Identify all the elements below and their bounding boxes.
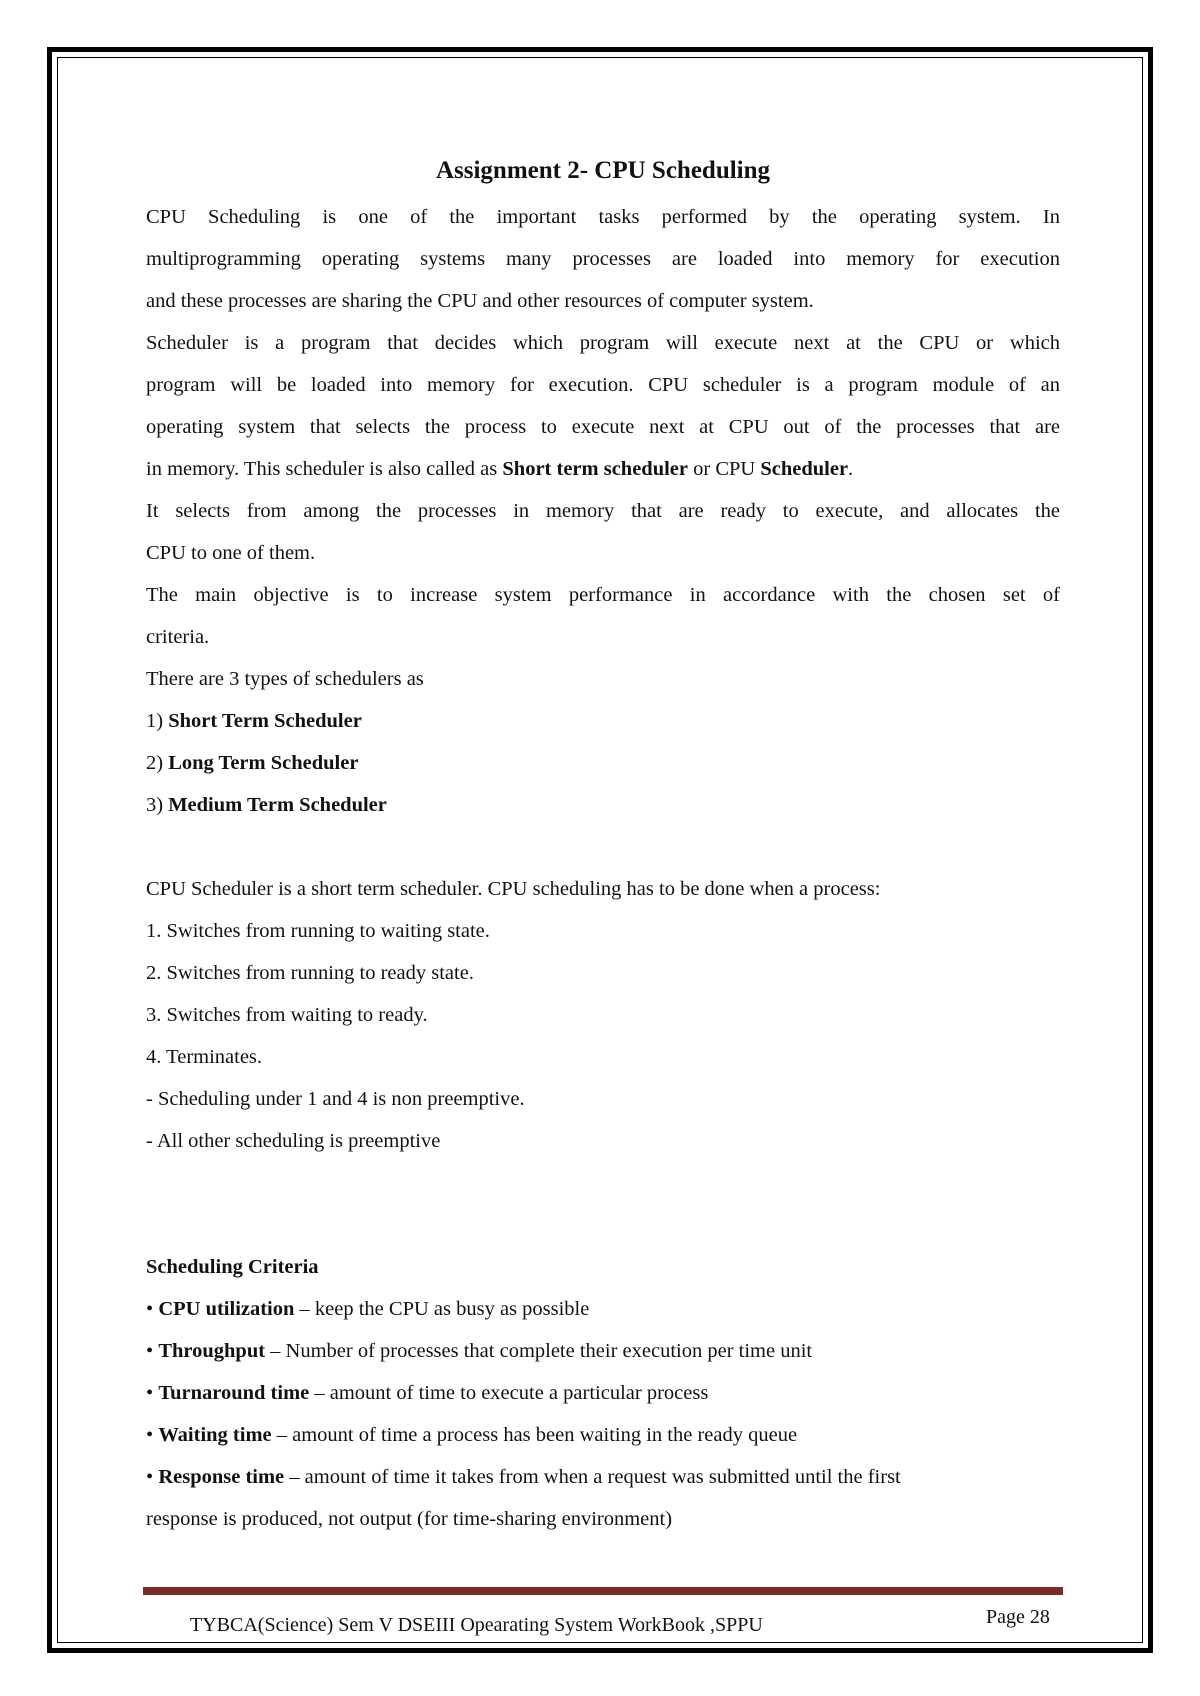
page-title: Assignment 2- CPU Scheduling — [435, 157, 771, 184]
bullet: • — [146, 1382, 159, 1404]
when-item: 4. Terminates. — [146, 1046, 263, 1068]
criteria-item — [146, 1330, 1060, 1372]
footer-book-title: TYBCA(Science) Sem V DSEIII Opearating System WorkBook ,SPPU — [190, 1614, 763, 1636]
criteria-item — [146, 1372, 1060, 1414]
footer-rule — [143, 1587, 1063, 1595]
bullet: • — [146, 1466, 159, 1488]
scheduler-type-label: Long Term Scheduler — [168, 752, 359, 774]
scheduler-term: Scheduler — [760, 458, 849, 480]
para2-last-line — [146, 448, 1060, 490]
criteria-desc: – amount of time it takes from when a request was submitted until the first — [284, 1466, 901, 1488]
para4-line: The main objective is to increase system performance in accordance with the chosen set of — [146, 584, 1060, 606]
scheduler-type-item — [146, 700, 1060, 742]
scheduler-type-number: 3) — [146, 794, 169, 816]
criteria-term: CPU utilization — [158, 1298, 295, 1320]
page-number: Page 28 — [986, 1606, 1050, 1628]
criteria-heading-text: Scheduling Criteria — [146, 1256, 319, 1278]
para2-line: program will be loaded into memory for execution. CPU scheduler is a program module of an — [146, 374, 1060, 396]
bullet: • — [146, 1298, 159, 1320]
para3-line: CPU to one of them. — [146, 542, 316, 564]
para2-last-mid: or CPU — [688, 458, 761, 480]
para2-last-suffix: . — [848, 458, 854, 480]
criteria-desc: – amount of time a process has been waiting in the ready queue — [271, 1424, 798, 1446]
note-item: - Scheduling under 1 and 4 is non preemptive. — [146, 1088, 525, 1110]
para1-line: CPU Scheduling is one of the important tasks performed by the operating system. In — [146, 206, 1060, 228]
bullet: • — [146, 1424, 159, 1446]
scheduler-type-number: 2) — [146, 752, 169, 774]
spacer — [146, 1162, 1060, 1246]
bullet: • — [146, 1340, 159, 1362]
para2-line: operating system that selects the process to execute next at CPU out of the processes that are — [146, 416, 1060, 438]
scheduler-type-number: 1) — [146, 710, 169, 732]
criteria-term: Throughput — [158, 1340, 266, 1362]
criteria-desc: – keep the CPU as busy as possible — [294, 1298, 590, 1320]
criteria-term: Waiting time — [158, 1424, 272, 1446]
para3-line: It selects from among the processes in memory that are ready to execute, and allocates the — [146, 500, 1060, 522]
criteria-desc: – amount of time to execute a particular process — [309, 1382, 709, 1404]
criteria-item — [146, 1456, 1060, 1498]
criteria-heading — [146, 1246, 1060, 1288]
when-item: 1. Switches from running to waiting state. — [146, 920, 490, 942]
when-item: 3. Switches from waiting to ready. — [146, 1004, 428, 1026]
when-item: 2. Switches from running to ready state. — [146, 962, 474, 984]
criteria-term: Response time — [158, 1466, 285, 1488]
para1-line: and these processes are sharing the CPU and other resources of computer system. — [146, 290, 814, 312]
scheduler-type-item — [146, 784, 1060, 826]
note-item: - All other scheduling is preemptive — [146, 1130, 441, 1152]
criteria-item — [146, 1414, 1060, 1456]
para2-line: Scheduler is a program that decides which program will execute next at the CPU or which — [146, 332, 1060, 354]
para4-line: criteria. — [146, 626, 210, 648]
criteria-desc: – Number of processes that complete their execution per time unit — [265, 1340, 813, 1362]
scheduler-type-label: Medium Term Scheduler — [168, 794, 387, 816]
para2-last-prefix: in memory. This scheduler is also called as — [146, 458, 503, 480]
when-intro: CPU Scheduler is a short term scheduler. CPU scheduling has to be done when a process: — [146, 878, 881, 900]
criteria-term: Turnaround time — [158, 1382, 310, 1404]
scheduler-type-item — [146, 742, 1060, 784]
short-term-scheduler-term: Short term scheduler — [502, 458, 688, 480]
criteria-item — [146, 1288, 1060, 1330]
criteria-continuation: response is produced, not output (for time-sharing environment) — [146, 1508, 673, 1530]
spacer — [146, 826, 1060, 868]
page-content — [146, 154, 1060, 1540]
types-intro: There are 3 types of schedulers as — [146, 668, 424, 690]
scheduler-type-label: Short Term Scheduler — [168, 710, 362, 732]
para1-line: multiprogramming operating systems many processes are loaded into memory for execution — [146, 248, 1060, 270]
